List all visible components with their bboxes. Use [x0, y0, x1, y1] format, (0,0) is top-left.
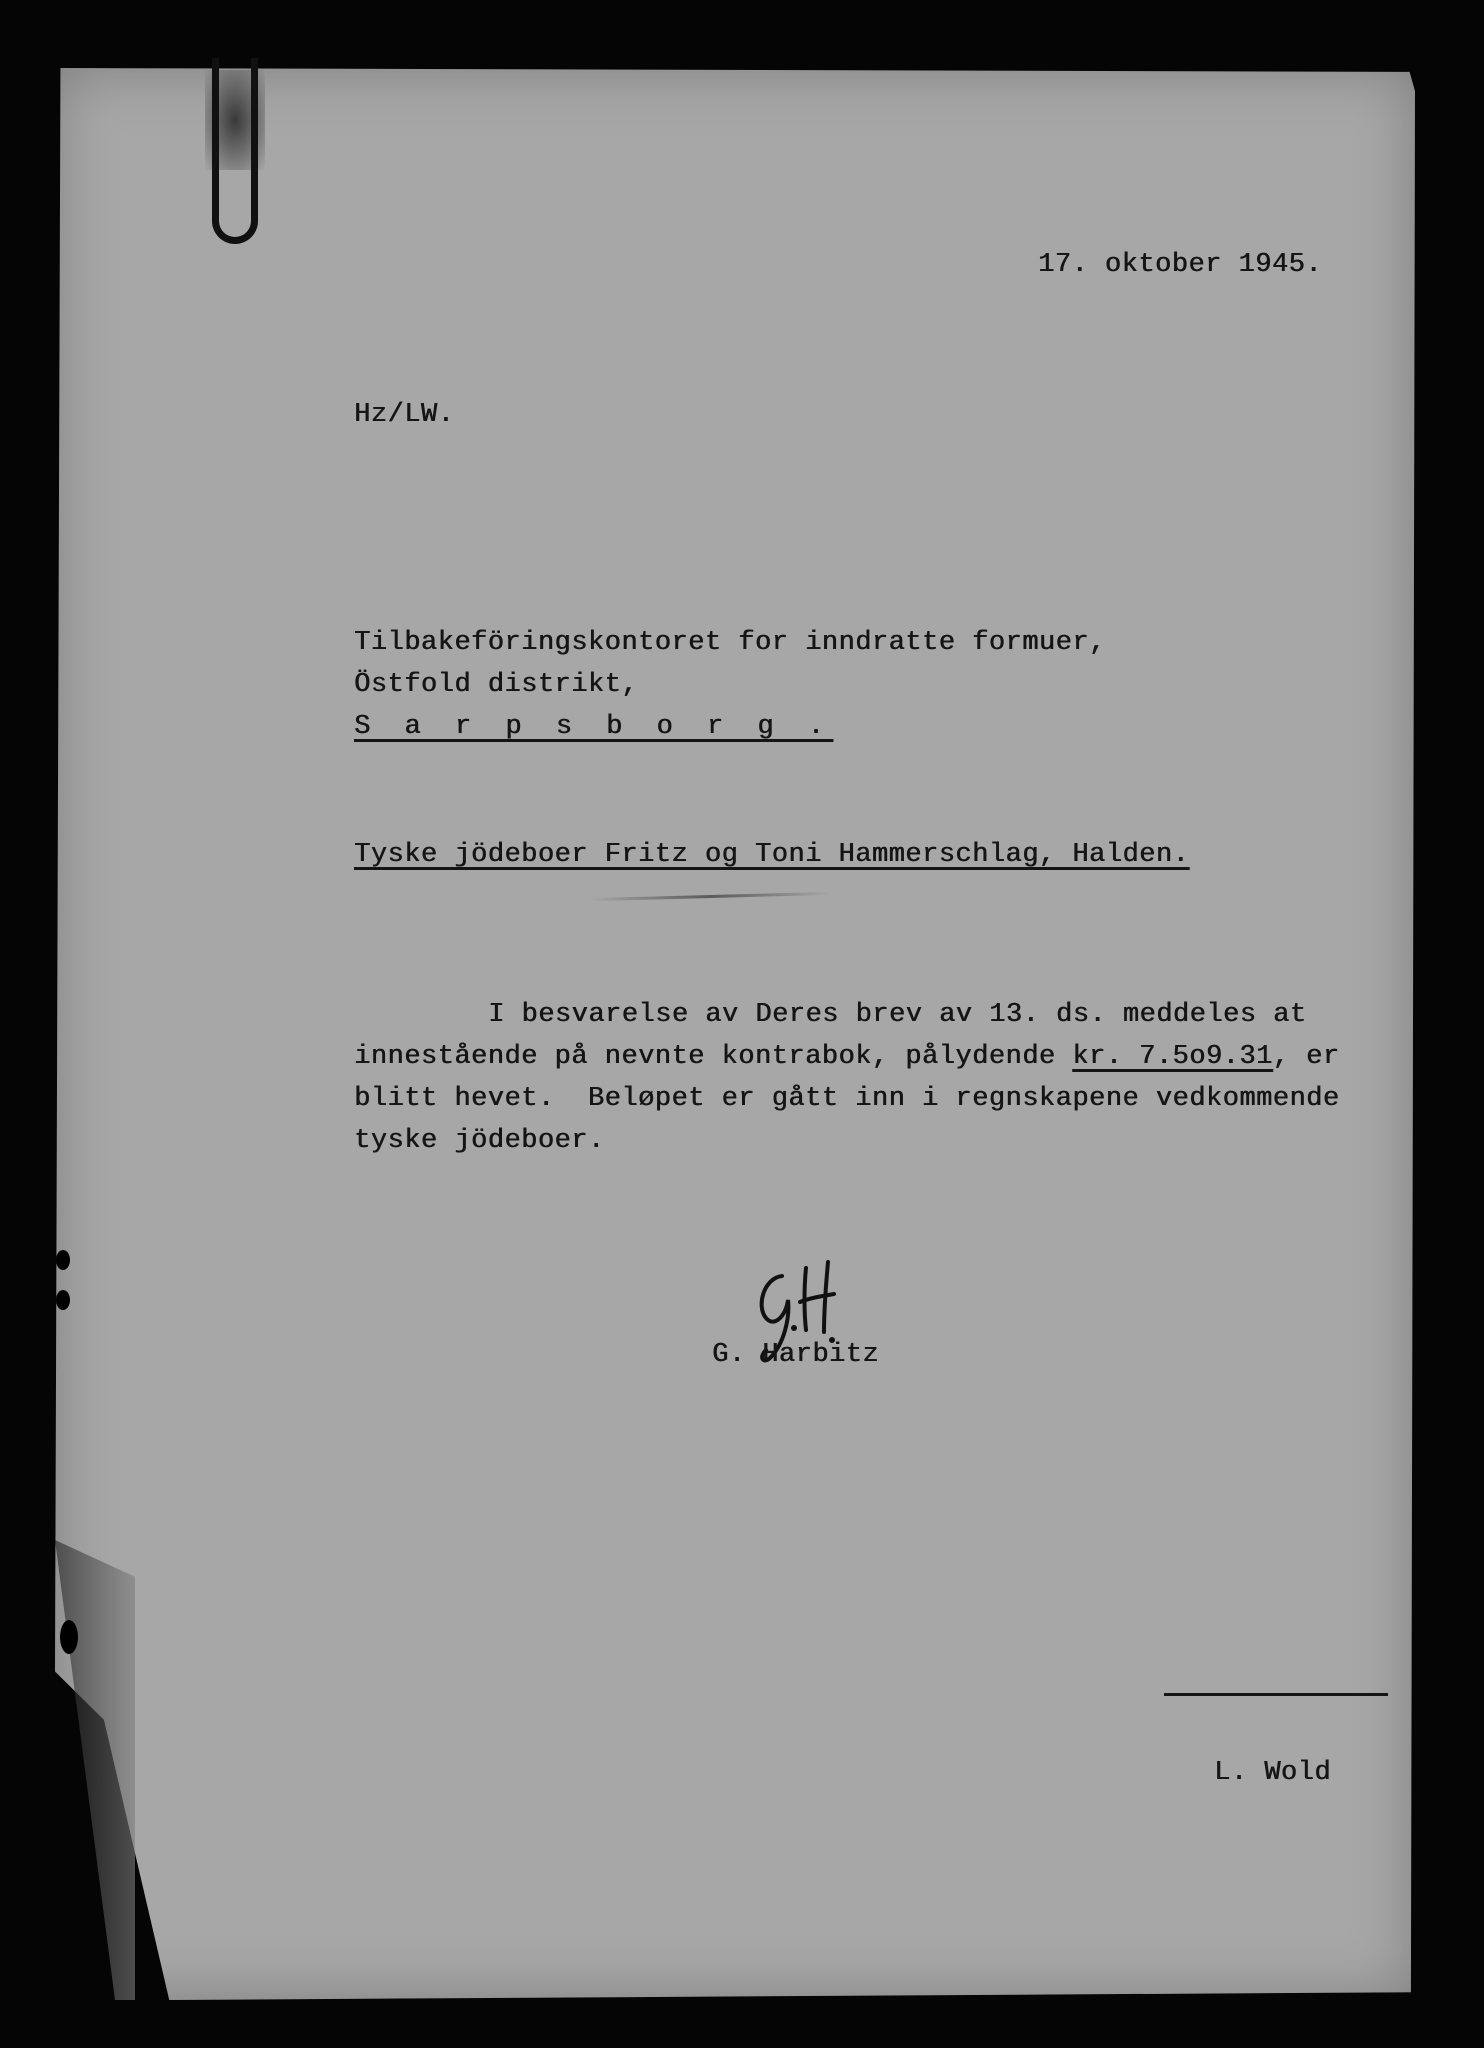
body-line-4: tyske jödeboer.	[354, 1126, 605, 1156]
letter-paper	[55, 68, 1415, 2000]
letter-date: 17. oktober 1945.	[1038, 250, 1322, 280]
amount: kr. 7.5o9.31	[1072, 1042, 1273, 1072]
paper-clip-icon	[212, 58, 258, 244]
recipient-line-1: Tilbakeföringskontoret for inndratte formuer,	[354, 628, 1106, 658]
recipient-line-2: Östfold distrikt,	[354, 670, 638, 700]
body-line-1: I besvarelse av Deres brev av 13. ds. meddeles at	[488, 1000, 1307, 1030]
punch-hole	[56, 1250, 70, 1270]
body-line-2	[354, 1042, 1339, 1072]
letter-subject: Tyske jödeboer Fritz og Toni Hammerschlag, Halden.	[354, 840, 1190, 870]
signature-rule	[1164, 1693, 1388, 1696]
recipient-city: S a r p s b o r g .	[354, 712, 833, 742]
signer-name: G. Harbitz	[712, 1340, 880, 1370]
paper-edge-shadow	[55, 1540, 135, 2000]
body-line-2-end: , er	[1272, 1042, 1340, 1072]
body-line-2-start: innestående på nevnte kontrabok, pålydende	[354, 1042, 1073, 1072]
copy-recipient: L. Wold	[1214, 1758, 1331, 1788]
punch-hole	[56, 1290, 70, 1310]
punch-hole	[60, 1620, 78, 1654]
body-line-3: blitt hevet. Beløpet er gått inn i regnskapene vedkommende	[354, 1084, 1340, 1114]
reference-code: Hz/LW.	[354, 400, 455, 430]
